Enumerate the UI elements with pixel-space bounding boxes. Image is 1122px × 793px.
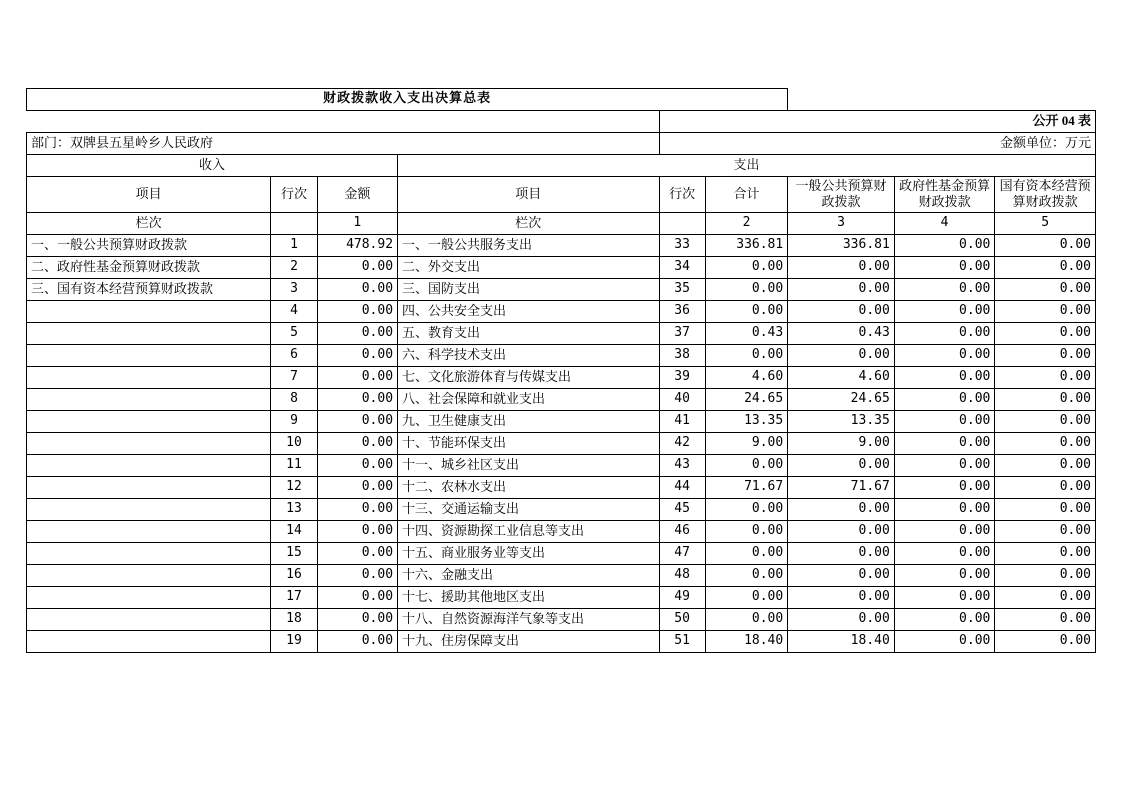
income-rowno: 15 <box>271 542 317 564</box>
table-row <box>27 388 1096 410</box>
income-amount: 0.00 <box>317 564 397 586</box>
income-item <box>27 608 271 630</box>
header-income-rowno: 行次 <box>271 177 317 213</box>
table-row <box>27 278 1096 300</box>
income-item <box>27 410 271 432</box>
expense-general-public: 0.00 <box>788 608 895 630</box>
income-amount: 0.00 <box>317 542 397 564</box>
department-label: 部门：双牌县五星岭乡人民政府 <box>27 133 660 155</box>
expense-rowno: 47 <box>659 542 705 564</box>
title-spacer <box>788 89 1096 111</box>
form-code-row <box>27 111 1096 133</box>
expense-general-public: 0.00 <box>788 586 895 608</box>
table-row <box>27 586 1096 608</box>
income-amount: 0.00 <box>317 520 397 542</box>
expense-gov-fund: 0.00 <box>894 608 995 630</box>
table-row <box>27 344 1096 366</box>
table-row <box>27 498 1096 520</box>
expense-gov-fund: 0.00 <box>894 410 995 432</box>
expense-rowno: 44 <box>659 476 705 498</box>
income-amount: 0.00 <box>317 630 397 652</box>
col-number-4: 4 <box>894 212 995 234</box>
income-rowno-blank <box>271 212 317 234</box>
expense-rowno: 50 <box>659 608 705 630</box>
expense-general-public: 0.00 <box>788 300 895 322</box>
expense-gov-fund: 0.00 <box>894 322 995 344</box>
income-rowno: 9 <box>271 410 317 432</box>
col-number-5: 5 <box>995 212 1096 234</box>
expense-gov-fund: 0.00 <box>894 520 995 542</box>
expense-total: 0.00 <box>705 256 787 278</box>
column-number-row <box>27 212 1096 234</box>
expense-item: 十五、商业服务业等支出 <box>398 542 659 564</box>
expense-total: 4.60 <box>705 366 787 388</box>
expense-general-public: 0.00 <box>788 520 895 542</box>
income-item <box>27 520 271 542</box>
income-rowno: 17 <box>271 586 317 608</box>
expense-rowno: 38 <box>659 344 705 366</box>
expense-general-public: 9.00 <box>788 432 895 454</box>
expense-total: 13.35 <box>705 410 787 432</box>
expense-state-capital: 0.00 <box>995 234 1096 256</box>
income-amount: 0.00 <box>317 300 397 322</box>
table-row <box>27 476 1096 498</box>
expense-gov-fund: 0.00 <box>894 344 995 366</box>
form-code-spacer-left <box>27 111 660 133</box>
expense-general-public: 0.00 <box>788 498 895 520</box>
expense-gov-fund: 0.00 <box>894 630 995 652</box>
table-row <box>27 432 1096 454</box>
expense-general-public: 336.81 <box>788 234 895 256</box>
expense-item: 十七、援助其他地区支出 <box>398 586 659 608</box>
expense-total: 0.00 <box>705 278 787 300</box>
header-expense-state-capital: 国有资本经营预算财政拨款 <box>995 177 1096 213</box>
income-amount: 0.00 <box>317 256 397 278</box>
income-rowno: 19 <box>271 630 317 652</box>
income-amount: 0.00 <box>317 476 397 498</box>
expense-general-public: 13.35 <box>788 410 895 432</box>
income-amount: 0.00 <box>317 388 397 410</box>
income-rowno: 7 <box>271 366 317 388</box>
expense-item: 七、文化旅游体育与传媒支出 <box>398 366 659 388</box>
expense-gov-fund: 0.00 <box>894 300 995 322</box>
income-item: 二、政府性基金预算财政拨款 <box>27 256 271 278</box>
income-rowno: 14 <box>271 520 317 542</box>
expense-general-public: 0.00 <box>788 344 895 366</box>
col-number-3: 3 <box>788 212 895 234</box>
expense-state-capital: 0.00 <box>995 366 1096 388</box>
income-rowno: 4 <box>271 300 317 322</box>
table-row <box>27 542 1096 564</box>
expense-gov-fund: 0.00 <box>894 454 995 476</box>
expense-gov-fund: 0.00 <box>894 278 995 300</box>
expense-item: 八、社会保障和就业支出 <box>398 388 659 410</box>
income-amount: 0.00 <box>317 344 397 366</box>
income-item <box>27 630 271 652</box>
expense-general-public: 0.00 <box>788 542 895 564</box>
income-rowno: 8 <box>271 388 317 410</box>
income-amount: 0.00 <box>317 432 397 454</box>
header-income-item: 项目 <box>27 177 271 213</box>
expense-rowno: 34 <box>659 256 705 278</box>
expense-rowno: 42 <box>659 432 705 454</box>
expense-item: 十八、自然资源海洋气象等支出 <box>398 608 659 630</box>
income-rowno: 10 <box>271 432 317 454</box>
expense-rowno: 35 <box>659 278 705 300</box>
expense-total: 18.40 <box>705 630 787 652</box>
expense-total: 0.00 <box>705 542 787 564</box>
title-row <box>27 89 1096 111</box>
expense-item: 四、公共安全支出 <box>398 300 659 322</box>
income-rowno: 16 <box>271 564 317 586</box>
expense-item: 十三、交通运输支出 <box>398 498 659 520</box>
expense-item: 五、教育支出 <box>398 322 659 344</box>
expense-rowno-blank <box>659 212 705 234</box>
expense-rowno: 41 <box>659 410 705 432</box>
expense-general-public: 24.65 <box>788 388 895 410</box>
expense-gov-fund: 0.00 <box>894 542 995 564</box>
expense-rowno: 33 <box>659 234 705 256</box>
expense-total: 24.65 <box>705 388 787 410</box>
financial-table <box>26 88 1096 653</box>
income-group-header: 收入 <box>27 155 398 177</box>
expense-gov-fund: 0.00 <box>894 586 995 608</box>
income-item <box>27 476 271 498</box>
expense-item: 九、卫生健康支出 <box>398 410 659 432</box>
income-item <box>27 300 271 322</box>
header-expense-general-public: 一般公共预算财政拨款 <box>788 177 895 213</box>
expense-state-capital: 0.00 <box>995 476 1096 498</box>
expense-item: 二、外交支出 <box>398 256 659 278</box>
expense-item: 十六、金融支出 <box>398 564 659 586</box>
expense-gov-fund: 0.00 <box>894 476 995 498</box>
expense-gov-fund: 0.00 <box>894 498 995 520</box>
income-amount: 0.00 <box>317 586 397 608</box>
income-item <box>27 388 271 410</box>
expense-rowno: 43 <box>659 454 705 476</box>
table-row <box>27 256 1096 278</box>
income-amount: 478.92 <box>317 234 397 256</box>
income-item <box>27 564 271 586</box>
income-amount: 0.00 <box>317 366 397 388</box>
income-rowno: 11 <box>271 454 317 476</box>
expense-general-public: 0.00 <box>788 454 895 476</box>
expense-state-capital: 0.00 <box>995 542 1096 564</box>
table-row <box>27 630 1096 652</box>
expense-item: 一、一般公共服务支出 <box>398 234 659 256</box>
income-amount: 0.00 <box>317 410 397 432</box>
income-item <box>27 542 271 564</box>
table-row <box>27 564 1096 586</box>
col-number-1: 1 <box>317 212 397 234</box>
expense-rowno: 48 <box>659 564 705 586</box>
column-header-row <box>27 177 1096 213</box>
expense-general-public: 0.00 <box>788 256 895 278</box>
expense-rowno: 39 <box>659 366 705 388</box>
expense-state-capital: 0.00 <box>995 278 1096 300</box>
income-rowno: 5 <box>271 322 317 344</box>
expense-total: 0.00 <box>705 498 787 520</box>
table-row <box>27 234 1096 256</box>
expense-total: 0.00 <box>705 454 787 476</box>
col-number-2: 2 <box>705 212 787 234</box>
form-code: 公开 04 表 <box>659 111 1096 133</box>
header-expense-gov-fund: 政府性基金预算财政拨款 <box>894 177 995 213</box>
page-title: 财政拨款收入支出决算总表 <box>27 89 788 111</box>
expense-rowno: 37 <box>659 322 705 344</box>
table-row <box>27 322 1096 344</box>
expense-state-capital: 0.00 <box>995 564 1096 586</box>
expense-item: 十一、城乡社区支出 <box>398 454 659 476</box>
expense-state-capital: 0.00 <box>995 608 1096 630</box>
income-column-label: 栏次 <box>27 212 271 234</box>
income-rowno: 12 <box>271 476 317 498</box>
expense-rowno: 49 <box>659 586 705 608</box>
header-expense-item: 项目 <box>398 177 659 213</box>
expense-state-capital: 0.00 <box>995 432 1096 454</box>
expense-state-capital: 0.00 <box>995 344 1096 366</box>
expense-total: 0.43 <box>705 322 787 344</box>
income-rowno: 2 <box>271 256 317 278</box>
income-rowno: 6 <box>271 344 317 366</box>
expense-column-label: 栏次 <box>398 212 659 234</box>
income-item: 三、国有资本经营预算财政拨款 <box>27 278 271 300</box>
expense-state-capital: 0.00 <box>995 256 1096 278</box>
expense-general-public: 0.00 <box>788 564 895 586</box>
header-expense-rowno: 行次 <box>659 177 705 213</box>
expense-item: 十四、资源勘探工业信息等支出 <box>398 520 659 542</box>
expense-total: 0.00 <box>705 608 787 630</box>
expense-rowno: 46 <box>659 520 705 542</box>
expense-rowno: 36 <box>659 300 705 322</box>
table-row <box>27 454 1096 476</box>
expense-gov-fund: 0.00 <box>894 234 995 256</box>
income-item <box>27 498 271 520</box>
expense-general-public: 0.00 <box>788 278 895 300</box>
expense-state-capital: 0.00 <box>995 586 1096 608</box>
income-amount: 0.00 <box>317 322 397 344</box>
table-row <box>27 520 1096 542</box>
expense-general-public: 0.43 <box>788 322 895 344</box>
income-item <box>27 432 271 454</box>
table-row <box>27 608 1096 630</box>
expense-item: 十、节能环保支出 <box>398 432 659 454</box>
expense-general-public: 4.60 <box>788 366 895 388</box>
expense-total: 0.00 <box>705 586 787 608</box>
expense-state-capital: 0.00 <box>995 498 1096 520</box>
expense-item: 十九、住房保障支出 <box>398 630 659 652</box>
group-header-row <box>27 155 1096 177</box>
table-row <box>27 366 1096 388</box>
income-amount: 0.00 <box>317 498 397 520</box>
expense-group-header: 支出 <box>398 155 1096 177</box>
income-amount: 0.00 <box>317 454 397 476</box>
expense-total: 0.00 <box>705 564 787 586</box>
expense-item: 三、国防支出 <box>398 278 659 300</box>
expense-gov-fund: 0.00 <box>894 564 995 586</box>
income-item: 一、一般公共预算财政拨款 <box>27 234 271 256</box>
income-item <box>27 344 271 366</box>
expense-state-capital: 0.00 <box>995 454 1096 476</box>
expense-item: 十二、农林水支出 <box>398 476 659 498</box>
expense-general-public: 71.67 <box>788 476 895 498</box>
amount-unit-label: 金额单位：万元 <box>659 133 1096 155</box>
expense-gov-fund: 0.00 <box>894 366 995 388</box>
expense-state-capital: 0.00 <box>995 322 1096 344</box>
department-row <box>27 133 1096 155</box>
income-item <box>27 454 271 476</box>
expense-gov-fund: 0.00 <box>894 388 995 410</box>
income-rowno: 18 <box>271 608 317 630</box>
expense-gov-fund: 0.00 <box>894 432 995 454</box>
expense-rowno: 51 <box>659 630 705 652</box>
expense-state-capital: 0.00 <box>995 630 1096 652</box>
income-rowno: 13 <box>271 498 317 520</box>
header-income-amount: 金额 <box>317 177 397 213</box>
expense-total: 336.81 <box>705 234 787 256</box>
expense-total: 0.00 <box>705 300 787 322</box>
expense-item: 六、科学技术支出 <box>398 344 659 366</box>
income-item <box>27 322 271 344</box>
expense-total: 0.00 <box>705 344 787 366</box>
expense-rowno: 45 <box>659 498 705 520</box>
expense-gov-fund: 0.00 <box>894 256 995 278</box>
income-rowno: 1 <box>271 234 317 256</box>
expense-state-capital: 0.00 <box>995 300 1096 322</box>
expense-state-capital: 0.00 <box>995 410 1096 432</box>
expense-state-capital: 0.00 <box>995 388 1096 410</box>
table-row <box>27 300 1096 322</box>
income-item <box>27 586 271 608</box>
header-expense-total: 合计 <box>705 177 787 213</box>
expense-rowno: 40 <box>659 388 705 410</box>
expense-total: 71.67 <box>705 476 787 498</box>
income-amount: 0.00 <box>317 608 397 630</box>
income-amount: 0.00 <box>317 278 397 300</box>
expense-total: 9.00 <box>705 432 787 454</box>
income-rowno: 3 <box>271 278 317 300</box>
expense-state-capital: 0.00 <box>995 520 1096 542</box>
expense-total: 0.00 <box>705 520 787 542</box>
expense-general-public: 18.40 <box>788 630 895 652</box>
income-item <box>27 366 271 388</box>
table-row <box>27 410 1096 432</box>
